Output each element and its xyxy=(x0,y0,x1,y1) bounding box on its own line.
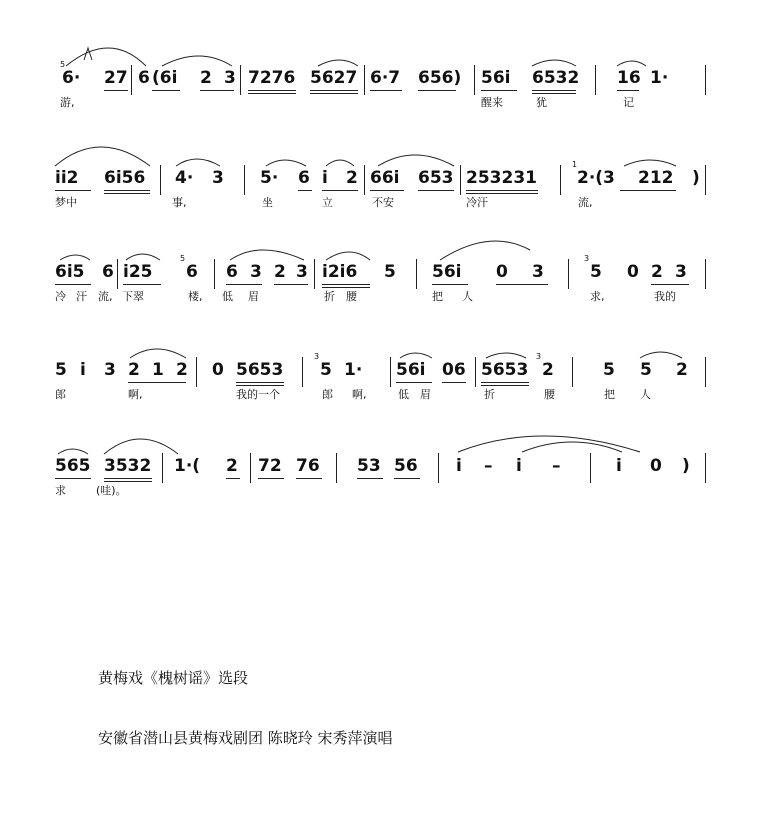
underline xyxy=(466,193,538,194)
note-group: 5627 xyxy=(310,68,358,88)
lyric: 折 xyxy=(324,290,335,303)
lyric: 记 xyxy=(623,96,634,109)
note-group: 5 xyxy=(320,360,332,380)
note-group: 5 xyxy=(55,360,67,380)
bar-line xyxy=(705,65,706,95)
note-group: i xyxy=(516,456,522,476)
note-group: i2i6 xyxy=(322,262,358,282)
note-group: 3 xyxy=(250,262,262,282)
underline xyxy=(298,190,312,191)
note-group: 0 xyxy=(212,360,224,380)
note-group: 06 xyxy=(442,360,466,380)
underline xyxy=(418,90,456,91)
bar-line xyxy=(438,453,439,483)
note-group: 56 xyxy=(394,456,418,476)
note-group: 6i56 xyxy=(104,168,146,188)
underline xyxy=(104,193,150,194)
note-group: 6 xyxy=(102,262,114,282)
note-group: 56i xyxy=(481,68,511,88)
note-group: 72 xyxy=(258,456,282,476)
piece-title: 黄梅戏《槐树谣》选段 xyxy=(98,669,249,687)
bar-line xyxy=(390,357,391,387)
underline xyxy=(248,90,296,91)
lyric: 冷汗 xyxy=(466,196,488,209)
underline xyxy=(310,90,358,91)
note-group: 1 xyxy=(152,360,164,380)
note-group: 212 xyxy=(638,168,674,188)
underline xyxy=(104,478,152,479)
lyric: 低 xyxy=(398,388,409,401)
lyric: 不安 xyxy=(372,196,394,209)
note-group: 6 xyxy=(298,168,310,188)
grace-note: 3 xyxy=(314,352,320,361)
note-group: 66i xyxy=(370,168,400,188)
underline xyxy=(532,90,576,91)
note-group: 6532 xyxy=(532,68,580,88)
note-group: 53 xyxy=(357,456,381,476)
note-group: 2 xyxy=(200,68,212,88)
underline xyxy=(104,481,152,482)
underline xyxy=(200,90,234,91)
underline xyxy=(274,284,308,285)
underline xyxy=(357,478,383,479)
grace-note: 5 xyxy=(180,254,186,263)
performer-credits: 安徽省潜山县黄梅戏剧团 陈晓玲 宋秀萍演唱 xyxy=(98,729,393,747)
note-group: 5 xyxy=(640,360,652,380)
lyric: 流, xyxy=(98,290,113,303)
underline xyxy=(226,478,240,479)
note-group: 3 xyxy=(104,360,116,380)
lyric: 立 xyxy=(322,196,333,209)
bar-line xyxy=(240,65,241,95)
grace-note: 3 xyxy=(536,352,542,361)
bar-line xyxy=(364,65,365,95)
underline xyxy=(123,284,161,285)
lyric: 郎 xyxy=(322,388,333,401)
note-group: 56i xyxy=(432,262,462,282)
note-group: 2 xyxy=(542,360,554,380)
underline xyxy=(104,190,150,191)
lyric: 啊, xyxy=(128,388,143,401)
score-line-2 xyxy=(0,160,764,220)
note-group: 6i5 xyxy=(55,262,85,282)
lyric: 把 xyxy=(432,290,443,303)
note-group: i xyxy=(80,360,86,380)
lyric: 人 xyxy=(640,388,651,401)
note-group: 1· xyxy=(650,68,669,88)
note-group: 6·7 xyxy=(370,68,401,88)
lyric: 把 xyxy=(604,388,615,401)
bar-line xyxy=(474,65,475,95)
bar-line xyxy=(705,453,706,483)
bar-line xyxy=(572,357,573,387)
lyric: 犹 xyxy=(536,96,547,109)
note-group: 3 xyxy=(212,168,224,188)
note-group: 2 xyxy=(226,456,238,476)
underline xyxy=(152,90,180,91)
lyric: 我的一个 xyxy=(236,388,280,401)
note-group: 2·(3 xyxy=(577,168,615,188)
bar-line xyxy=(364,165,365,195)
note-group: 0 xyxy=(650,456,662,476)
note-group: 6 xyxy=(138,68,150,88)
underline xyxy=(396,382,432,383)
underline xyxy=(481,90,517,91)
bar-line xyxy=(160,165,161,195)
note-group: 3 xyxy=(224,68,236,88)
note-group: 2 xyxy=(176,360,188,380)
lyric: 啊, xyxy=(352,388,367,401)
lyric: 游, xyxy=(60,96,75,109)
lyric: 流, xyxy=(578,196,593,209)
note-group: 5 xyxy=(590,262,602,282)
score-line-5 xyxy=(0,448,764,508)
score-line-1 xyxy=(0,60,764,120)
note-group: 565 xyxy=(55,456,91,476)
note-group: i xyxy=(616,456,622,476)
underline xyxy=(370,90,402,91)
bar-line xyxy=(244,165,245,195)
note-group: – xyxy=(484,456,493,476)
note-group: i xyxy=(456,456,462,476)
lyric: 郎 xyxy=(55,388,66,401)
bar-line xyxy=(475,357,476,387)
note-group: 2 xyxy=(128,360,140,380)
note-group: – xyxy=(552,456,561,476)
note-group: i25 xyxy=(123,262,153,282)
note-group: 7276 xyxy=(248,68,296,88)
bar-line xyxy=(196,357,197,387)
underline xyxy=(55,284,91,285)
bar-line xyxy=(560,165,561,195)
lyric: 折 xyxy=(484,388,495,401)
underline xyxy=(248,93,296,94)
lyric: 坐 xyxy=(262,196,273,209)
note-group: 5653 xyxy=(481,360,529,380)
underline xyxy=(481,385,529,386)
note-group: 1·( xyxy=(174,456,201,476)
note-group: 3532 xyxy=(104,456,152,476)
note-group: ii2 xyxy=(55,168,79,188)
lyric: 眉 xyxy=(420,388,431,401)
note-group: 653 xyxy=(418,168,454,188)
note-group: 5· xyxy=(260,168,279,188)
note-group: 3 xyxy=(532,262,544,282)
underline xyxy=(394,478,420,479)
note-group: 2 xyxy=(274,262,286,282)
grace-note: 5 xyxy=(60,60,66,69)
bar-line xyxy=(460,165,461,195)
bar-line xyxy=(705,165,706,195)
bar-line xyxy=(117,259,118,289)
underline xyxy=(418,190,454,191)
note-group: 656) xyxy=(418,68,462,88)
lyric: 下翠 xyxy=(122,290,144,303)
lyric: 冷 xyxy=(55,290,66,303)
note-group: 6 xyxy=(226,262,238,282)
note-group: 253231 xyxy=(466,168,537,188)
lyric: 腰 xyxy=(544,388,555,401)
bar-line xyxy=(336,453,337,483)
underline xyxy=(620,190,676,191)
underline xyxy=(617,90,639,91)
note-group: 0 xyxy=(496,262,508,282)
bar-line xyxy=(416,259,417,289)
underline xyxy=(236,382,284,383)
score-line-4 xyxy=(0,352,764,412)
underline xyxy=(322,190,358,191)
underline xyxy=(370,190,404,191)
note-group: 4· xyxy=(175,168,194,188)
underline xyxy=(104,90,128,91)
note-group: i xyxy=(322,168,328,188)
underline xyxy=(442,382,466,383)
underline xyxy=(128,382,186,383)
lyric: 腰 xyxy=(346,290,357,303)
underline xyxy=(322,284,370,285)
underline xyxy=(532,93,576,94)
underline xyxy=(236,385,284,386)
underline xyxy=(432,284,468,285)
note-group: 56i xyxy=(396,360,426,380)
note-group: ) xyxy=(682,456,690,476)
underline xyxy=(55,190,91,191)
bar-line xyxy=(131,65,132,95)
note-group: 5 xyxy=(384,262,396,282)
bar-line xyxy=(250,453,251,483)
lyric: 低 xyxy=(222,290,233,303)
note-group: 2 xyxy=(346,168,358,188)
lyric: 梦中 xyxy=(55,196,77,209)
underline xyxy=(55,478,91,479)
lyric: 醒来 xyxy=(481,96,503,109)
note-group: 76 xyxy=(296,456,320,476)
underline xyxy=(258,478,284,479)
lyric: (哇)。 xyxy=(96,484,127,497)
bar-line xyxy=(590,453,591,483)
underline xyxy=(322,287,370,288)
note-group: 3 xyxy=(675,262,687,282)
note-group: 27 xyxy=(104,68,128,88)
underline xyxy=(310,93,358,94)
underline xyxy=(481,382,529,383)
slur-arc xyxy=(84,48,92,60)
note-group: 5 xyxy=(603,360,615,380)
lyric: 汗 xyxy=(76,290,87,303)
underline xyxy=(296,478,322,479)
note-group: 5653 xyxy=(236,360,284,380)
bar-line xyxy=(314,259,315,289)
bar-line xyxy=(705,259,706,289)
bar-line xyxy=(595,65,596,95)
underline xyxy=(496,284,548,285)
bar-line xyxy=(302,357,303,387)
note-group: 3 xyxy=(296,262,308,282)
bar-line xyxy=(162,453,163,483)
bar-line xyxy=(568,259,569,289)
underline xyxy=(226,284,262,285)
note-group: ) xyxy=(692,168,700,188)
grace-note: 3 xyxy=(584,254,590,263)
note-group: 6 xyxy=(186,262,198,282)
note-group: 1· xyxy=(344,360,363,380)
lyric: 事, xyxy=(172,196,187,209)
lyric: 人 xyxy=(462,290,473,303)
note-group: 6· xyxy=(62,68,81,88)
grace-note: 1 xyxy=(572,160,578,169)
score-line-3 xyxy=(0,254,764,314)
note-group: (6i xyxy=(152,68,178,88)
underline xyxy=(651,284,689,285)
note-group: 2 xyxy=(651,262,663,282)
lyric: 我的 xyxy=(654,290,676,303)
bar-line xyxy=(214,259,215,289)
note-group: 2 xyxy=(676,360,688,380)
underline xyxy=(466,190,538,191)
bar-line xyxy=(705,357,706,387)
note-group: 16 xyxy=(617,68,641,88)
lyric: 楼, xyxy=(188,290,203,303)
lyric: 求, xyxy=(590,290,605,303)
lyric: 眉 xyxy=(248,290,259,303)
lyric: 求 xyxy=(55,484,66,497)
note-group: 0 xyxy=(627,262,639,282)
